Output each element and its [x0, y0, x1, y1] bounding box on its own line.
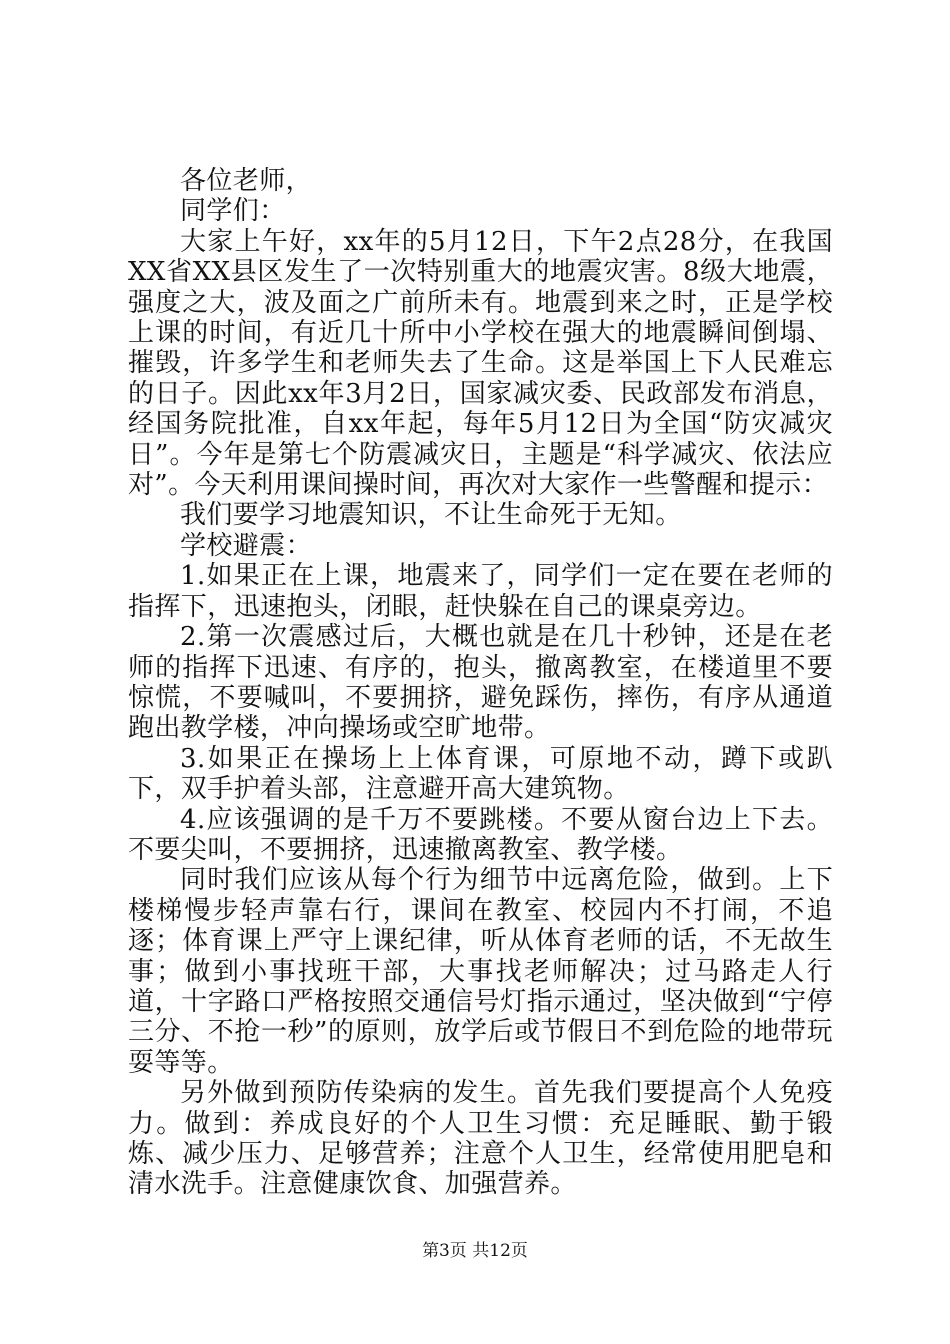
page-footer: 第3页 共12页 [422, 1241, 528, 1261]
paragraph-learn-knowledge: 我们要学习地震知识，不让生命死于无知。 [180, 500, 682, 531]
list-item-2: 2.第一次震感过后，大概也就是在几十秒钟，还是在老师的指挥下迅速、有序的，抱头，撤离教室，在楼道里不要惊慌，不要喊叫，不要拥挤，避免踩伤，摔伤，有序从通道跑出教学楼，冲向操场或空旷地带。 [128, 622, 833, 744]
section-heading-school-evacuation: 学校避震： [180, 530, 313, 561]
list-item-3: 3.如果正在操场上上体育课，可原地不动，蹲下或趴下，双手护着头部，注意避开高大建筑物。 [128, 743, 833, 805]
list-item-1: 1.如果正在上课，地震来了，同学们一定在要在老师的指挥下，迅速抱头，闭眼，赶快躲在自己的课桌旁边。 [128, 561, 833, 622]
paragraph-intro: 大家上午好，xx年的5月12日，下午2点28分，在我国XX省XX县区发生了一次特别重大的地震灾害。8级大地震，强度之大，波及面之广前所未有。地震到来之时，正是学校上课的时间，有近几十所中小学校在强大的地震瞬间倒塌、摧毁，许多学生和老师失去了生命。这是举国上下人民难忘的日子。因此xx年3月2日，国家减灾委、民政部发布消息，经国务院批准，自xx年起，每年5月12日为全国“防灾减灾日”。今年是第七个防震减灾日，主题是“科学减灾、依法应对”。今天利用课间操时间，再次对大家作一些警醒和提示： [128, 226, 833, 501]
list-item-4: 4.应该强调的是千万不要跳楼。不要从窗台边上下去。不要尖叫，不要拥挤，迅速撤离教室、教学楼。 [128, 804, 833, 865]
document-body [128, 166, 833, 1200]
paragraph-safety-habits: 同时我们应该从每个行为细节中远离危险，做到。上下楼梯慢步轻声靠右行，课间在教室、校园内不打闹，不追逐；体育课上严守上课纪律，听从体育老师的话，不无故生事；做到小事找班干部，大事找老师解决；过马路走人行道，十字路口严格按照交通信号灯指示通过，坚决做到“宁停三分、不抢一秒”的原则，放学后或节假日不到危险的地带玩耍等等。 [128, 865, 833, 1078]
salutation-teachers: 各位老师， [180, 166, 313, 196]
salutation-students: 同学们： [180, 196, 286, 227]
paragraph-disease-prevention: 另外做到预防传染病的发生。首先我们要提高个人免疫力。做到：养成良好的个人卫生习惯：充足睡眠、勤于锻炼、减少压力、足够营养；注意个人卫生，经常使用肥皂和清水洗手。注意健康饮食、加强营养。 [128, 1078, 833, 1200]
